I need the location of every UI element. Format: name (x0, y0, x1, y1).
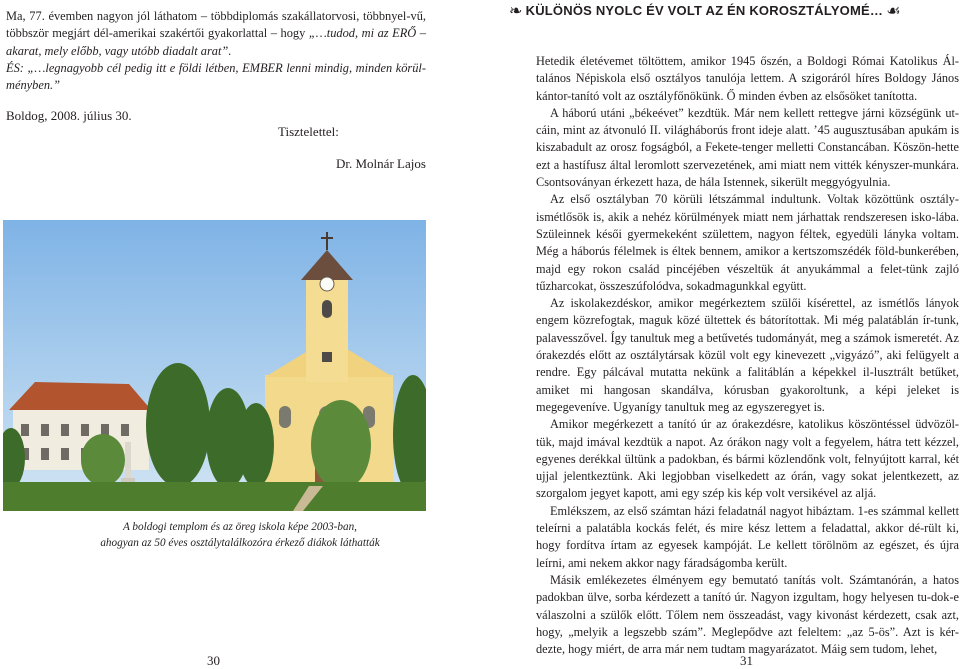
caption-line-2: ahogyan az 50 éves osztálytalálkozóra érkező diákok láthatták (100, 536, 380, 549)
chapter-title-text: KÜLÖNÖS NYOLC ÉV VOLT AZ ÉN KOROSZTÁLYOMÉ… (525, 2, 884, 18)
intro-paragraph (6, 8, 426, 60)
page-number-left: 30 (207, 653, 220, 668)
page-number-right: 31 (740, 653, 753, 668)
paragraph: Emlékszem, az első számtan házi feladatnál nagyot hibáztam. 1-es számmal kellett teleírni a palatábla kockás felét, és mire kész lettem a feladattal, akkor dé-rült ki, hogy fordítva írtam az egyesek kampóját. Le kellett törölnöm az egészet, és újra leírni, ami nekem akkor nagy fáradságomba került. (536, 503, 959, 570)
intro-text (6, 8, 426, 94)
right-page (480, 0, 960, 668)
intro-quote: „…tudod, mi az ERŐ – akarat, mely előbb, vagy utóbb diadalt arat”. (6, 26, 427, 58)
signature-name: Dr. Molnár Lajos (336, 156, 426, 171)
paragraph: Az iskolakezdéskor, amikor megérkeztem szülői kísérettel, az ismétlős lányok engem közrefogtak, maguk közé ültettek és bátorítottak. Mi még palatáblán ír-tunk, palavesszővel. Így tanultuk meg a betűvetés tudományát, meg a számok ismeretét. Az órakezdés előtt az osztálytársak közül volt egy kinevezett „vigyázó”, aki felügyelt a rendre. Egy pálcával mutatta nekünk a falitáblán a képekkel il-lusztrált betűket, amiket mi hangosan skandálva, kórusban gyakoroltunk, a képi jeleket is megegeveníve. Ugyanígy tanultuk meg az egyszeregyet is. (536, 296, 959, 414)
fleuron-left-icon: ❧ (509, 0, 523, 20)
chapter-body (536, 53, 959, 658)
paragraph: A háború utáni „békeévet” kezdtük. Már nem kellett rettegve járni községünk ut-cáin, mint az átvonuló II. világháborús front ideje alatt. ’45 augusztusában apukám is kiszabadult az orosz fogságból, a Fekete-tenger melletti Constancában. Köszön-hette ezt a hastífusz által leromlott szervezetének, ami miatt nem vitték kényszer-munkára. Csontsoványan érkezett haza, de hála Istennek, sikerült meggyógyulnia. (536, 105, 959, 190)
caption-line-1: A boldogi templom és az öreg iskola képe 2003-ban, (123, 521, 357, 533)
intro-line-2: ÉS: „…legnagyobb cél pedig itt e földi létben, EMBER lenni mindig, minden körül-ményben.” (6, 60, 426, 93)
photo-caption (60, 520, 420, 551)
church-school-illustration (3, 220, 426, 511)
intro-line-1: Ma, 77. évemben nagyon jól láthatom – többdiplomás szakállatorvosi, többnyel-vű, többször megjárt dél-amerikai szakértői gyakorlattal – hogy (6, 9, 426, 41)
paragraph: Másik emlékezetes élményem egy bemutató tanítás volt. Számtanórán, a hatos padokban ülve, sorba kérdezett a tanító úr. Nagyon izgultam, hogy helyesen tu-dok-e válaszolni a szülők előtt. Tőlem nem összeadást, vagy kivonást kérdezett, csak azt, hogy, „melyik a legszebb szám”. Meglepődve azt feleltem: „az 5-ös”. Azt is kér-dezte, hogy miért, de arra már nem tudtam magyarázatot. Máig sem tudom, lehet, (536, 572, 959, 657)
church-school-photo (3, 220, 426, 511)
paragraph: Amikor megérkezett a tanító úr az órakezdésre, katolikus köszöntéssel üdvözöl-tük, majd imával kezdtük a napot. Az órákon nagy volt a fegyelem, hátra tett kézzel, egyenes derékkal ültünk a padokban, és bármi közlendőnk volt, felnyújtott karral, két ujjal jelentkeztünk. Aki legjobban viselkedett az órán, vagy sokat jelentkezett, az szorgalom jegyet kapott, ami egy szép kis kép volt versikével az aljá. (536, 417, 959, 501)
paragraph: Az első osztályban 70 körüli létszámmal indultunk. Voltak közöttünk osztály-ismétlősök is, akik a nehéz körülmények miatt nem járhattak rendszeresen isko-lába. Szüleinnek késői gyermekeként születtem, nagyon féltek, egyedüli lányka voltam. Még a háborús félelmek is éltek bennem, amikor a kertszomszédék föld-bunkerében, majd egy rokon család pincéjében vészeltük át anyukámmal a felet-tünk zajló tűzharcokat, összeszúfolódva, sokadmagunkkal együtt. (536, 192, 959, 293)
chapter-title (506, 1, 946, 19)
paragraph: Hetedik életévemet töltöttem, amikor 1945 őszén, a Boldogi Római Katolikus Ál-talános Népiskola első osztályos tanulója lettem. A szigoráról híres Boldogy János kántor-tanító volt az osztályfőnökünk. Ő minden évben az elsősöket tanította. (536, 54, 959, 103)
dateline: Boldog, 2008. július 30. (6, 108, 132, 123)
closing-regards: Tisztelettel: (278, 124, 339, 139)
left-page (0, 0, 480, 668)
fleuron-right-icon: ☙ (886, 0, 901, 20)
